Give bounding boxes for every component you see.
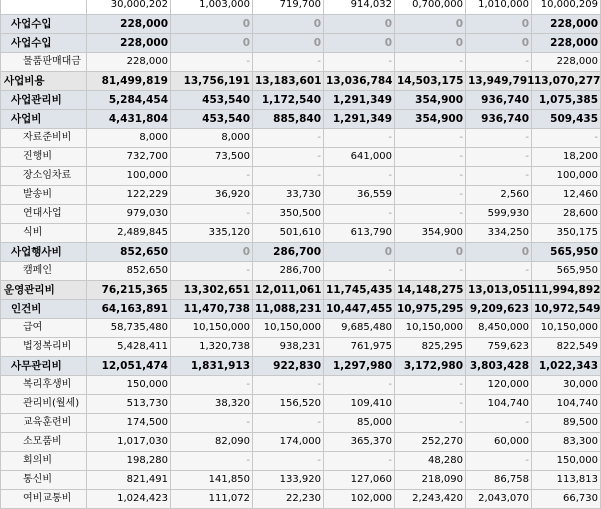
amount-cell[interactable]: 10,972,549 [532, 300, 601, 319]
amount-cell[interactable]: 228,000 [87, 34, 171, 53]
row-label-cell[interactable]: 관리비(월세) [1, 395, 87, 414]
row-label-cell[interactable]: 연대사업 [1, 205, 87, 224]
amount-cell[interactable]: - [171, 167, 253, 186]
amount-cell[interactable]: - [324, 262, 395, 281]
amount-cell[interactable]: 156,520 [253, 395, 324, 414]
amount-cell[interactable]: 0 [466, 243, 532, 262]
amount-cell[interactable]: 979,030 [87, 205, 171, 224]
amount-cell[interactable]: - [324, 53, 395, 72]
amount-cell[interactable]: 501,610 [253, 224, 324, 243]
amount-cell[interactable]: 0 [395, 34, 466, 53]
amount-cell[interactable]: 936,740 [466, 110, 532, 129]
row-label-cell[interactable]: 사무관리비 [1, 357, 87, 376]
table-row [1, 53, 601, 72]
amount-cell[interactable]: 0 [324, 15, 395, 34]
amount-cell[interactable]: - [466, 414, 532, 433]
table-row [1, 281, 601, 300]
amount-cell[interactable]: 4,431,804 [87, 110, 171, 129]
amount-cell[interactable]: 64,163,891 [87, 300, 171, 319]
table-row [1, 167, 601, 186]
amount-cell[interactable]: 13,756,191 [171, 72, 253, 91]
amount-cell[interactable]: - [395, 395, 466, 414]
amount-cell[interactable]: 599,930 [466, 205, 532, 224]
table-row [1, 15, 601, 34]
amount-cell[interactable]: 885,840 [253, 110, 324, 129]
amount-cell[interactable]: - [395, 262, 466, 281]
amount-cell[interactable]: 938,231 [253, 338, 324, 357]
amount-cell[interactable]: 30,000,202 [87, 0, 171, 15]
row-label-cell[interactable]: 급여 [1, 319, 87, 338]
row-label-cell[interactable]: 운영관리비 [1, 281, 87, 300]
amount-cell[interactable]: 60,000 [466, 433, 532, 452]
table-row [1, 148, 601, 167]
table-row [1, 243, 601, 262]
amount-cell[interactable]: 198,280 [87, 452, 171, 471]
row-label-cell[interactable]: 교육훈련비 [1, 414, 87, 433]
amount-cell[interactable]: 0 [466, 34, 532, 53]
amount-cell[interactable]: - [171, 205, 253, 224]
table-row [1, 433, 601, 452]
table-row [1, 471, 601, 490]
amount-cell[interactable]: 350,175 [532, 224, 601, 243]
amount-cell[interactable]: 58,735,480 [87, 319, 171, 338]
amount-cell[interactable]: 38,320 [171, 395, 253, 414]
amount-cell[interactable]: 0 [324, 243, 395, 262]
amount-cell[interactable]: 365,370 [324, 433, 395, 452]
amount-cell[interactable]: - [466, 262, 532, 281]
amount-cell[interactable]: 33,730 [253, 186, 324, 205]
amount-cell[interactable]: 286,700 [253, 243, 324, 262]
amount-cell[interactable]: 12,011,061 [253, 281, 324, 300]
amount-cell[interactable]: 86,758 [466, 471, 532, 490]
amount-cell[interactable]: 228,000 [532, 34, 601, 53]
amount-cell[interactable]: - [253, 414, 324, 433]
table-row [1, 414, 601, 433]
amount-cell[interactable]: 10,447,455 [324, 300, 395, 319]
amount-cell[interactable]: - [253, 53, 324, 72]
amount-cell[interactable]: 10,150,000 [395, 319, 466, 338]
row-label-cell[interactable]: 사업비용 [1, 72, 87, 91]
amount-cell[interactable]: 350,500 [253, 205, 324, 224]
amount-cell[interactable]: 11,745,435 [324, 281, 395, 300]
amount-cell[interactable]: 8,000 [87, 129, 171, 148]
amount-cell[interactable]: - [324, 452, 395, 471]
amount-cell[interactable]: 174,500 [87, 414, 171, 433]
row-label-cell[interactable]: 통신비 [1, 471, 87, 490]
row-label-cell[interactable]: 사업수입 [1, 34, 87, 53]
amount-cell[interactable]: 0 [324, 34, 395, 53]
row-label-cell[interactable]: 사업비 [1, 110, 87, 129]
amount-cell[interactable]: 565,950 [532, 262, 601, 281]
table-row [1, 91, 601, 110]
amount-cell[interactable]: 228,000 [87, 53, 171, 72]
amount-cell[interactable]: 825,295 [395, 338, 466, 357]
amount-cell[interactable]: 18,200 [532, 148, 601, 167]
amount-cell[interactable]: 0 [171, 243, 253, 262]
amount-cell[interactable]: 5,428,411 [87, 338, 171, 357]
table-row [1, 0, 601, 15]
amount-cell[interactable]: 1,010,000 [466, 0, 532, 15]
amount-cell[interactable]: 127,060 [324, 471, 395, 490]
row-label-cell[interactable]: 캠페인 [1, 262, 87, 281]
table-row [1, 490, 601, 509]
amount-cell[interactable]: 286,700 [253, 262, 324, 281]
amount-cell[interactable]: 2,560 [466, 186, 532, 205]
amount-cell[interactable]: 759,623 [466, 338, 532, 357]
amount-cell[interactable]: 174,000 [253, 433, 324, 452]
amount-cell[interactable]: 228,000 [87, 15, 171, 34]
amount-cell[interactable]: 335,120 [171, 224, 253, 243]
table-row [1, 338, 601, 357]
amount-cell[interactable]: 732,700 [87, 148, 171, 167]
amount-cell[interactable]: 11,470,738 [171, 300, 253, 319]
row-label-cell[interactable]: 진행비 [1, 148, 87, 167]
amount-cell[interactable]: 13,949,791 [466, 72, 532, 91]
amount-cell[interactable]: 14,503,175 [395, 72, 466, 91]
amount-cell[interactable]: - [395, 414, 466, 433]
amount-cell[interactable]: 3,172,980 [395, 357, 466, 376]
amount-cell[interactable]: - [324, 167, 395, 186]
amount-cell[interactable]: 9,209,623 [466, 300, 532, 319]
amount-cell[interactable]: 1,075,385 [532, 91, 601, 110]
amount-cell[interactable]: 0 [253, 15, 324, 34]
amount-cell[interactable]: 453,540 [171, 110, 253, 129]
amount-cell[interactable]: - [171, 53, 253, 72]
amount-cell[interactable]: 120,000 [466, 376, 532, 395]
amount-cell[interactable]: 822,549 [532, 338, 601, 357]
amount-cell[interactable]: 104,740 [466, 395, 532, 414]
amount-cell[interactable]: 73,500 [171, 148, 253, 167]
amount-cell[interactable]: - [171, 414, 253, 433]
amount-cell[interactable]: - [466, 148, 532, 167]
amount-cell[interactable]: - [324, 129, 395, 148]
amount-cell[interactable]: 12,460 [532, 186, 601, 205]
amount-cell[interactable]: 100,000 [87, 167, 171, 186]
amount-cell[interactable]: - [395, 186, 466, 205]
amount-cell[interactable]: 513,730 [87, 395, 171, 414]
table-row [1, 300, 601, 319]
amount-cell[interactable]: - [171, 376, 253, 395]
amount-cell[interactable]: 565,950 [532, 243, 601, 262]
amount-cell[interactable]: 922,830 [253, 357, 324, 376]
amount-cell[interactable]: - [532, 129, 601, 148]
amount-cell[interactable]: 1,831,913 [171, 357, 253, 376]
amount-cell[interactable]: 2,243,420 [395, 490, 466, 509]
amount-cell[interactable]: 36,920 [171, 186, 253, 205]
row-label-cell[interactable]: 사업수입 [1, 15, 87, 34]
amount-cell[interactable]: 0 [395, 243, 466, 262]
amount-cell[interactable]: 0 [171, 34, 253, 53]
amount-cell[interactable]: 1,291,349 [324, 91, 395, 110]
amount-cell[interactable]: 0 [466, 15, 532, 34]
amount-cell[interactable]: - [253, 376, 324, 395]
row-label-cell[interactable]: 인건비 [1, 300, 87, 319]
row-label-cell[interactable]: 복리후생비 [1, 376, 87, 395]
amount-cell[interactable]: 141,850 [171, 471, 253, 490]
amount-cell[interactable]: 81,499,819 [87, 72, 171, 91]
amount-cell[interactable]: 354,900 [395, 91, 466, 110]
amount-cell[interactable]: 334,250 [466, 224, 532, 243]
amount-cell[interactable]: - [466, 167, 532, 186]
amount-cell[interactable]: - [253, 129, 324, 148]
row-label-cell[interactable]: 여비교통비 [1, 490, 87, 509]
row-label-cell[interactable]: 사업행사비 [1, 243, 87, 262]
amount-cell[interactable]: 354,900 [395, 110, 466, 129]
amount-cell[interactable]: 0 [253, 34, 324, 53]
amount-cell[interactable]: 122,229 [87, 186, 171, 205]
amount-cell[interactable]: - [466, 53, 532, 72]
amount-cell[interactable]: - [395, 53, 466, 72]
amount-cell[interactable]: 1,024,423 [87, 490, 171, 509]
amount-cell[interactable]: 1,297,980 [324, 357, 395, 376]
amount-cell[interactable]: 453,540 [171, 91, 253, 110]
amount-cell[interactable]: 66,730 [532, 490, 601, 509]
amount-cell[interactable]: 719,700 [253, 0, 324, 15]
amount-cell[interactable]: 150,000 [87, 376, 171, 395]
amount-cell[interactable]: 10,000,209 [532, 0, 601, 15]
amount-cell[interactable]: - [253, 167, 324, 186]
amount-cell[interactable]: - [395, 148, 466, 167]
amount-cell[interactable]: 218,090 [395, 471, 466, 490]
amount-cell[interactable]: - [395, 205, 466, 224]
amount-cell[interactable]: 13,070,277 [532, 72, 601, 91]
amount-cell[interactable]: 13,183,601 [253, 72, 324, 91]
amount-cell[interactable]: 13,013,051 [466, 281, 532, 300]
amount-cell[interactable]: - [395, 129, 466, 148]
amount-cell[interactable]: 111,072 [171, 490, 253, 509]
table-row [1, 262, 601, 281]
amount-cell[interactable]: 1,022,343 [532, 357, 601, 376]
table-row [1, 205, 601, 224]
table-row [1, 224, 601, 243]
amount-cell[interactable]: 0,700,000 [395, 0, 466, 15]
table-row [1, 319, 601, 338]
table-row [1, 129, 601, 148]
amount-cell[interactable]: 2,489,845 [87, 224, 171, 243]
amount-cell[interactable]: 13,036,784 [324, 72, 395, 91]
amount-cell[interactable]: 100,000 [532, 167, 601, 186]
amount-cell[interactable]: - [466, 129, 532, 148]
amount-cell[interactable]: - [395, 376, 466, 395]
table-row [1, 376, 601, 395]
amount-cell[interactable]: - [253, 148, 324, 167]
amount-cell[interactable]: 1,320,738 [171, 338, 253, 357]
amount-cell[interactable]: - [324, 205, 395, 224]
amount-cell[interactable]: 83,300 [532, 433, 601, 452]
amount-cell[interactable]: 2,043,070 [466, 490, 532, 509]
amount-cell[interactable]: 821,491 [87, 471, 171, 490]
amount-cell[interactable]: 0 [395, 15, 466, 34]
amount-cell[interactable]: 5,284,454 [87, 91, 171, 110]
amount-cell[interactable]: 36,559 [324, 186, 395, 205]
amount-cell[interactable]: 509,435 [532, 110, 601, 129]
row-label-cell[interactable]: 법정복리비 [1, 338, 87, 357]
table-row [1, 72, 601, 91]
amount-cell[interactable]: 11,088,231 [253, 300, 324, 319]
amount-cell[interactable]: 82,090 [171, 433, 253, 452]
table-row [1, 110, 601, 129]
amount-cell[interactable]: 109,410 [324, 395, 395, 414]
amount-cell[interactable]: 12,051,474 [87, 357, 171, 376]
amount-cell[interactable]: 228,000 [532, 15, 601, 34]
amount-cell[interactable]: - [466, 452, 532, 471]
amount-cell[interactable]: 76,215,365 [87, 281, 171, 300]
amount-cell[interactable]: 10,150,000 [253, 319, 324, 338]
amount-cell[interactable]: 852,650 [87, 243, 171, 262]
amount-cell[interactable]: 30,000 [532, 376, 601, 395]
amount-cell[interactable]: - [253, 452, 324, 471]
row-label-cell[interactable]: 장소임차료 [1, 167, 87, 186]
amount-cell[interactable]: 252,270 [395, 433, 466, 452]
table-row [1, 395, 601, 414]
amount-cell[interactable]: 48,280 [395, 452, 466, 471]
amount-cell[interactable]: 936,740 [466, 91, 532, 110]
amount-cell[interactable]: 8,450,000 [466, 319, 532, 338]
amount-cell[interactable]: 641,000 [324, 148, 395, 167]
amount-cell[interactable]: - [171, 452, 253, 471]
amount-cell[interactable]: 133,920 [253, 471, 324, 490]
amount-cell[interactable]: 9,685,480 [324, 319, 395, 338]
amount-cell[interactable]: 10,150,000 [171, 319, 253, 338]
table-row [1, 34, 601, 53]
amount-cell[interactable]: 3,803,428 [466, 357, 532, 376]
amount-cell[interactable]: 11,994,892 [532, 281, 601, 300]
amount-cell[interactable]: 1,003,000 [171, 0, 253, 15]
amount-cell[interactable]: - [395, 167, 466, 186]
amount-cell[interactable]: 354,900 [395, 224, 466, 243]
amount-cell[interactable]: 28,600 [532, 205, 601, 224]
amount-cell[interactable]: 14,148,275 [395, 281, 466, 300]
row-label-cell[interactable]: 물품판매대금 [1, 53, 87, 72]
table-row [1, 357, 601, 376]
amount-cell[interactable]: - [324, 376, 395, 395]
amount-cell[interactable]: 8,000 [171, 129, 253, 148]
row-label-cell[interactable] [1, 0, 87, 15]
amount-cell[interactable]: 0 [171, 15, 253, 34]
amount-cell[interactable]: 102,000 [324, 490, 395, 509]
amount-cell[interactable]: - [171, 262, 253, 281]
amount-cell[interactable]: 89,500 [532, 414, 601, 433]
amount-cell[interactable]: 228,000 [532, 53, 601, 72]
amount-cell[interactable]: 13,302,651 [171, 281, 253, 300]
amount-cell[interactable]: 85,000 [324, 414, 395, 433]
table-row [1, 186, 601, 205]
row-label-cell[interactable]: 발송비 [1, 186, 87, 205]
row-label-cell[interactable]: 회의비 [1, 452, 87, 471]
amount-cell[interactable]: 1,172,540 [253, 91, 324, 110]
amount-cell[interactable]: 104,740 [532, 395, 601, 414]
amount-cell[interactable]: 761,975 [324, 338, 395, 357]
amount-cell[interactable]: 1,017,030 [87, 433, 171, 452]
amount-cell[interactable]: 10,975,295 [395, 300, 466, 319]
amount-cell[interactable]: 113,813 [532, 471, 601, 490]
amount-cell[interactable]: 10,150,000 [532, 319, 601, 338]
row-label-cell[interactable]: 사업관리비 [1, 91, 87, 110]
row-label-cell[interactable]: 자료준비비 [1, 129, 87, 148]
amount-cell[interactable]: 1,291,349 [324, 110, 395, 129]
table-row [1, 452, 601, 471]
row-label-cell[interactable]: 소모품비 [1, 433, 87, 452]
amount-cell[interactable]: 914,032 [324, 0, 395, 15]
row-label-cell[interactable]: 식비 [1, 224, 87, 243]
amount-cell[interactable]: 150,000 [532, 452, 601, 471]
amount-cell[interactable]: 613,790 [324, 224, 395, 243]
amount-cell[interactable]: 852,650 [87, 262, 171, 281]
amount-cell[interactable]: 22,230 [253, 490, 324, 509]
